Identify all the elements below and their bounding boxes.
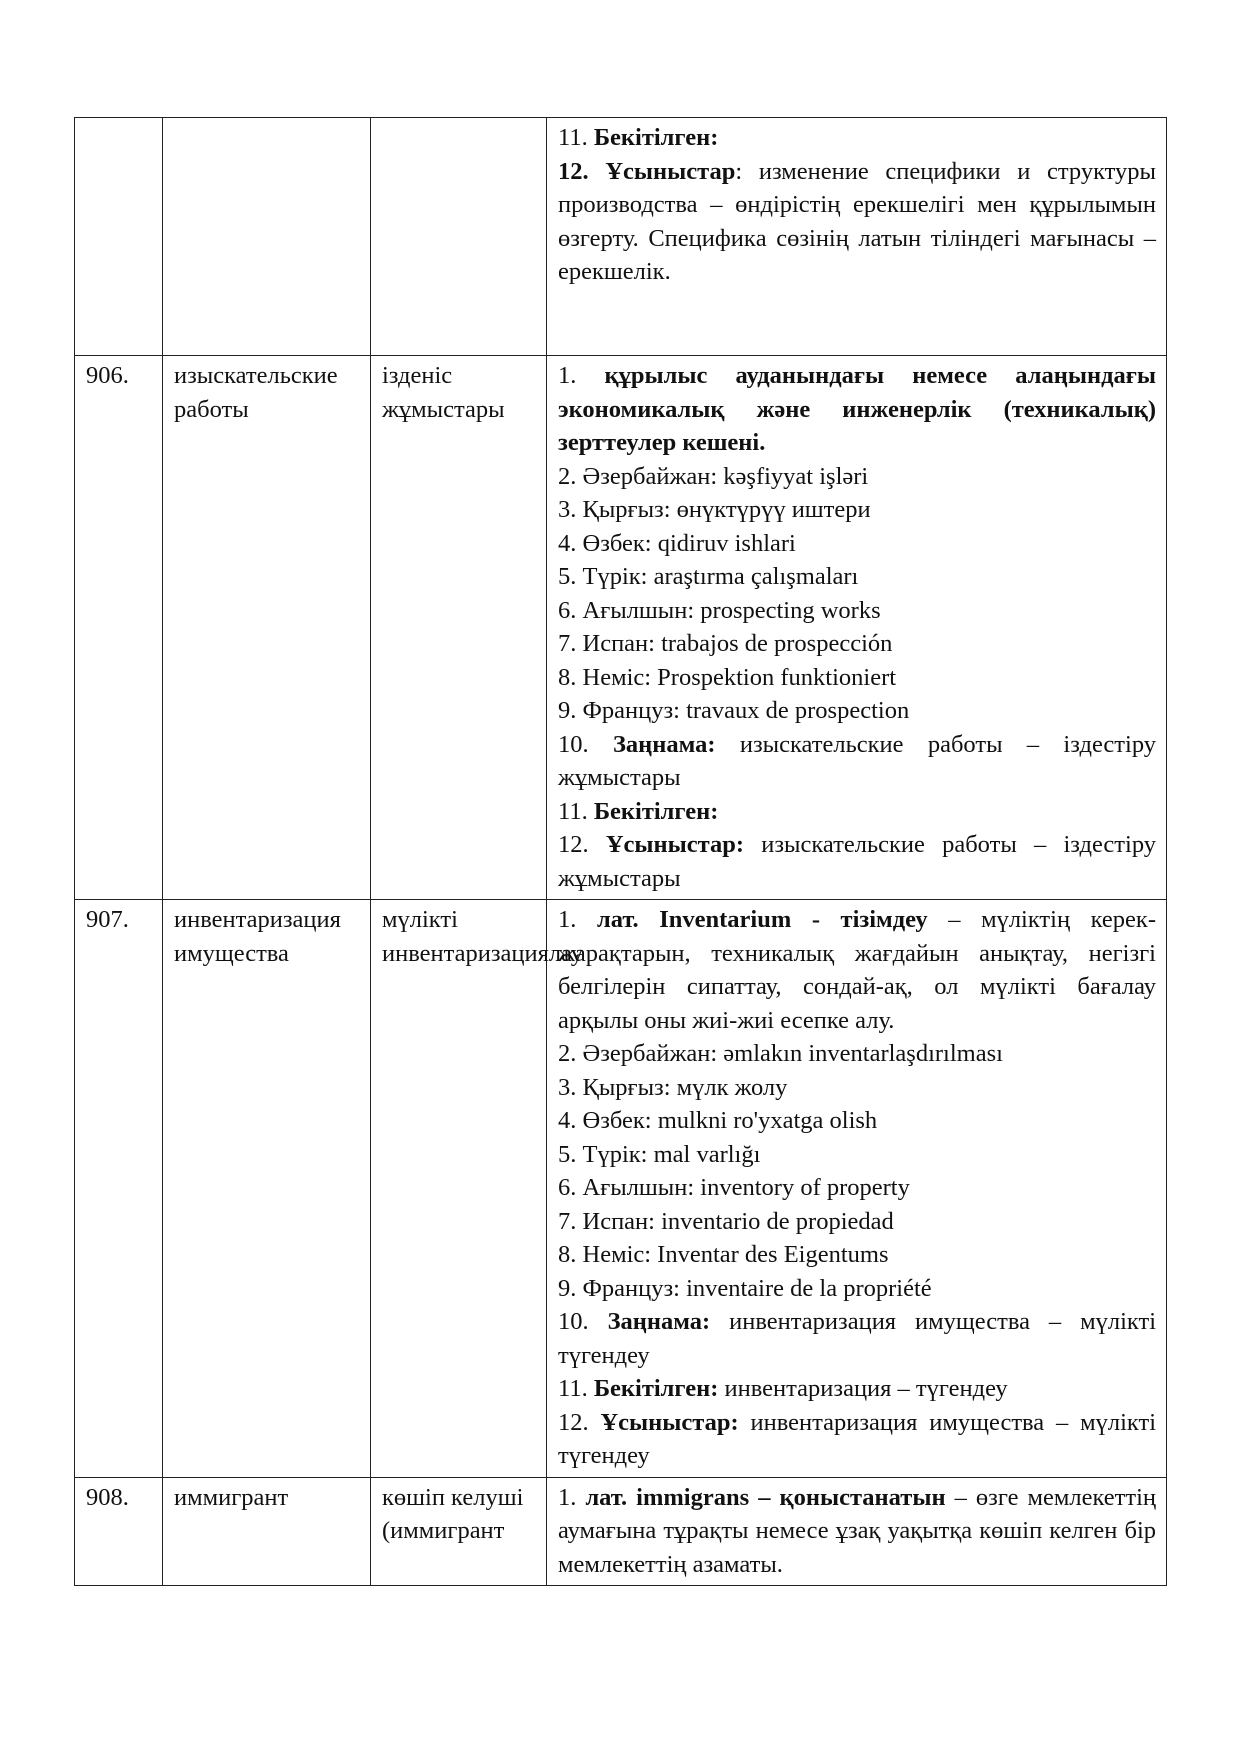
term-russian: изыскательские работы [163, 356, 371, 900]
term-russian [163, 118, 371, 356]
line-text: изыскательские работы – іздестіру жұмыстары [558, 831, 1157, 892]
term-russian: иммигрант [163, 1477, 371, 1586]
description-line [558, 359, 1156, 460]
line-prefix: 1. [558, 1483, 586, 1511]
term-description [547, 900, 1167, 1478]
line-bold: 12. Ұсыныстар [558, 157, 736, 185]
line-text: инвентаризация имущества – мүлікті түгендеу [558, 1308, 1157, 1369]
entry-number: 907. [75, 900, 163, 1478]
table-row [75, 1477, 1167, 1586]
description-line [558, 1037, 1156, 1071]
table-row [75, 118, 1167, 356]
entry-number: 906. [75, 356, 163, 900]
line-text: : изменение специфики и структуры производства – өндірістің ерекшелігі мен құрылымын өзгерту. Спецификa сөзінің латын тіліндегі мағынасы – ерекшелік. [558, 157, 1156, 285]
line-text: 4. Өзбек: qidiruv ishlari [558, 529, 796, 557]
line-text: 4. Өзбек: mulkni ro'yxatga olish [558, 1107, 878, 1134]
line-text: 9. Француз: travaux de prospection [558, 697, 910, 724]
description-line [558, 1481, 1156, 1582]
line-bold: Ұсыныстар: [600, 1408, 739, 1436]
description-line [558, 1406, 1156, 1473]
line-text: 9. Француз: inventaire de la propriété [558, 1274, 932, 1302]
line-text: – мүліктің керек-жарақтарын, техникалық жағдайын анықтау, негізгі белгілерін сипаттау, сондай-ақ, ол мүлікті бағалау арқылы оны жиі-жиі есепке алу. [558, 906, 1156, 1034]
description-line [558, 795, 1156, 829]
line-text: 8. Неміс: Prospektion funktioniert [558, 663, 897, 691]
description-line [558, 1205, 1156, 1239]
term-description [547, 118, 1167, 356]
entry-number: 908. [75, 1477, 163, 1586]
line-text: 3. Қырғыз: мүлк жолу [558, 1073, 788, 1101]
line-prefix: 11. [558, 797, 594, 825]
description-line [558, 1238, 1156, 1272]
line-text: 3. Қырғыз: өнүктүрүү иштери [558, 496, 871, 523]
description-line [558, 460, 1156, 494]
line-bold: құрылыс ауданындағы немесе алаңындағы экономикалық және инженерлік (техникалық) зерттеулер кешені. [558, 362, 1157, 456]
line-prefix: 1. [558, 906, 597, 933]
description-line [558, 560, 1156, 594]
term-kazakh: мүлікті инвентаризациялау [371, 900, 547, 1478]
description-line [558, 155, 1156, 289]
description-line [558, 1305, 1156, 1372]
line-text: 2. Әзербайжан: əmlakın inventarlaşdırılması [558, 1040, 1003, 1067]
line-prefix: 10. [558, 730, 613, 758]
dictionary-table-body [75, 118, 1167, 1586]
line-text: 5. Түрік: mal varlığı [558, 1140, 761, 1168]
line-text: 7. Испан: trabajos de prospección [558, 630, 893, 657]
description-line [558, 694, 1156, 728]
term-kazakh: ізденіс жұмыстары [371, 356, 547, 900]
term-kazakh: көшіп келуші (иммигрант [371, 1477, 547, 1586]
line-bold: Заңнама: [612, 730, 716, 758]
table-row [75, 900, 1167, 1478]
description-line [558, 1272, 1156, 1306]
line-bold: Бекітілген: [593, 1375, 719, 1402]
line-text: – өзге мемлекеттің аумағына тұрақты немесе ұзақ уақытқа көшіп келген бір мемлекеттің азаматы. [558, 1483, 1156, 1578]
table-row [75, 356, 1167, 900]
dictionary-table [74, 117, 1167, 1586]
line-bold: Бекітілген: [593, 124, 719, 151]
line-prefix: 12. [558, 1408, 601, 1436]
term-description [547, 356, 1167, 900]
line-text: изыскательские работы – іздестіру жұмыстары [558, 730, 1156, 791]
term-russian: инвентаризация имущества [163, 900, 371, 1478]
line-bold: лат. immigrans – қоныстанатын [585, 1483, 946, 1511]
line-text: 6. Ағылшын: prospecting works [558, 596, 881, 624]
description-line [558, 1171, 1156, 1205]
line-text: инвентаризация имущества – мүлікті түгендеу [558, 1408, 1156, 1469]
line-text: 5. Түрік: araştırma çalışmaları [558, 563, 859, 590]
description-line [558, 1138, 1156, 1172]
description-line [558, 627, 1156, 661]
description-line [558, 903, 1156, 1037]
line-bold: Ұсыныстар: [605, 831, 745, 858]
term-description [547, 1477, 1167, 1586]
description-line [558, 728, 1156, 795]
line-text: 8. Неміс: Inventar des Eigentums [558, 1241, 889, 1268]
term-kazakh [371, 118, 547, 356]
line-bold: лат. Inventarium - тізімдеу [596, 906, 928, 933]
entry-number [75, 118, 163, 356]
description-line [558, 1372, 1156, 1406]
description-line [558, 1104, 1156, 1138]
line-prefix: 12. [558, 831, 606, 858]
line-prefix: 10. [558, 1308, 608, 1335]
line-text: 7. Испан: inventario de propiedad [558, 1207, 894, 1235]
description-line [558, 828, 1156, 895]
description-line [558, 661, 1156, 695]
description-line [558, 594, 1156, 628]
line-text: 6. Ағылшын: inventory of property [558, 1174, 910, 1201]
line-prefix: 11. [558, 1375, 594, 1402]
description-line [558, 121, 1156, 155]
line-text: инвентаризация – түгендеу [718, 1375, 1008, 1402]
description-line [558, 493, 1156, 527]
line-text: 2. Әзербайжан: kəşfiyyat işləri [558, 462, 869, 490]
description-line [558, 527, 1156, 561]
line-prefix: 11. [558, 124, 594, 151]
line-prefix: 1. [558, 362, 605, 389]
line-bold: Заңнама: [607, 1308, 711, 1335]
line-bold: Бекітілген: [593, 797, 719, 825]
description-line [558, 1071, 1156, 1105]
